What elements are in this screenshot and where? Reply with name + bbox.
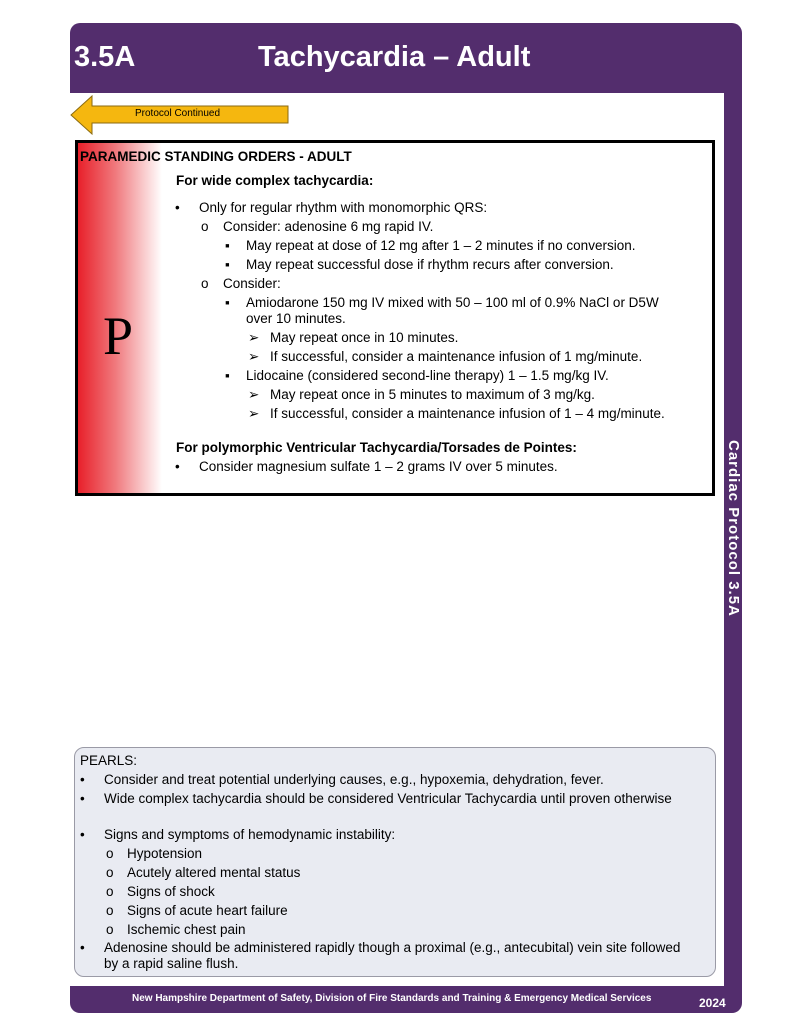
protocol-continued-label[interactable]: Protocol Continued (135, 108, 221, 119)
arrow-bullet-icon: ➢ (248, 349, 260, 364)
list-item: If successful, consider a maintenance infusion of 1 mg/minute. (270, 349, 643, 364)
square-bullet-icon: ▪ (225, 257, 230, 272)
square-bullet-icon: ▪ (225, 295, 230, 310)
list-item: If successful, consider a maintenance infusion of 1 – 4 mg/minute. (270, 406, 665, 421)
square-bullet-icon: ▪ (225, 238, 230, 253)
list-item: Wide complex tachycardia should be considered Ventricular Tachycardia until proven otherwise (104, 791, 672, 806)
list-item: Adenosine should be administered rapidly though a proximal (e.g., antecubital) vein site followed by a rapid saline flush. (104, 940, 681, 971)
list-item: Hypotension (127, 846, 203, 861)
arrow-bullet-icon: ➢ (248, 406, 260, 421)
standing-orders-heading: PARAMEDIC STANDING ORDERS - ADULT (80, 149, 352, 164)
polymorphic-heading: For polymorphic Ventricular Tachycardia/Torsades de Pointes: (176, 440, 577, 455)
arrow-bullet-icon: ➢ (248, 330, 260, 345)
list-item: Consider: adenosine 6 mg rapid IV. (223, 219, 434, 234)
list-item: Signs of acute heart failure (127, 903, 288, 918)
list-item: Consider magnesium sulfate 1 – 2 grams IV over 5 minutes. (199, 459, 558, 474)
page-footer (70, 986, 742, 1013)
list-item: Signs and symptoms of hemodynamic instability: (104, 827, 396, 842)
list-item: Signs of shock (127, 884, 215, 899)
circle-bullet-icon: o (106, 922, 114, 937)
circle-bullet-icon: o (201, 276, 209, 291)
bullet-icon: • (80, 772, 85, 787)
list-item: Lidocaine (considered second-line therapy) 1 – 1.5 mg/kg IV. (246, 368, 609, 383)
circle-bullet-icon: o (106, 884, 114, 899)
list-item: Ischemic chest pain (127, 922, 246, 937)
side-protocol-label: Cardiac Protocol 3.5A (725, 440, 742, 617)
square-bullet-icon: ▪ (225, 368, 230, 383)
footer-organization: New Hampshire Department of Safety, Division of Fire Standards and Training & Emergency Medical Services (132, 993, 652, 1004)
list-item: Acutely altered mental status (127, 865, 301, 880)
protocol-code: 3.5A (74, 41, 136, 73)
list-item: Amiodarone 150 mg IV mixed with 50 – 100 ml of 0.9% NaCl or D5W over 10 minutes. (246, 295, 659, 326)
list-item: Only for regular rhythm with monomorphic QRS: (199, 200, 488, 215)
list-item: May repeat once in 10 minutes. (270, 330, 459, 345)
circle-bullet-icon: o (106, 865, 114, 880)
list-item: Consider and treat potential underlying causes, e.g., hypoxemia, dehydration, fever. (104, 772, 604, 787)
bullet-icon: • (80, 827, 85, 842)
list-item: May repeat at dose of 12 mg after 1 – 2 minutes if no conversion. (246, 238, 636, 253)
page-header (70, 23, 742, 93)
footer-year: 2024 (699, 996, 726, 1010)
bullet-icon: • (175, 459, 180, 474)
bullet-icon: • (80, 791, 85, 806)
list-item: May repeat successful dose if rhythm recurs after conversion. (246, 257, 614, 272)
circle-bullet-icon: o (201, 219, 209, 234)
pearls-heading: PEARLS: (80, 753, 138, 768)
list-item: May repeat once in 5 minutes to maximum of 3 mg/kg. (270, 387, 595, 402)
bullet-icon: • (175, 200, 180, 215)
arrow-bullet-icon: ➢ (248, 387, 260, 402)
page-title: Tachycardia – Adult (258, 41, 531, 73)
wide-complex-heading: For wide complex tachycardia: (176, 173, 374, 188)
circle-bullet-icon: o (106, 903, 114, 918)
circle-bullet-icon: o (106, 846, 114, 861)
paramedic-badge: P (103, 306, 134, 366)
list-item: Consider: (223, 276, 281, 291)
bullet-icon: • (80, 940, 85, 955)
